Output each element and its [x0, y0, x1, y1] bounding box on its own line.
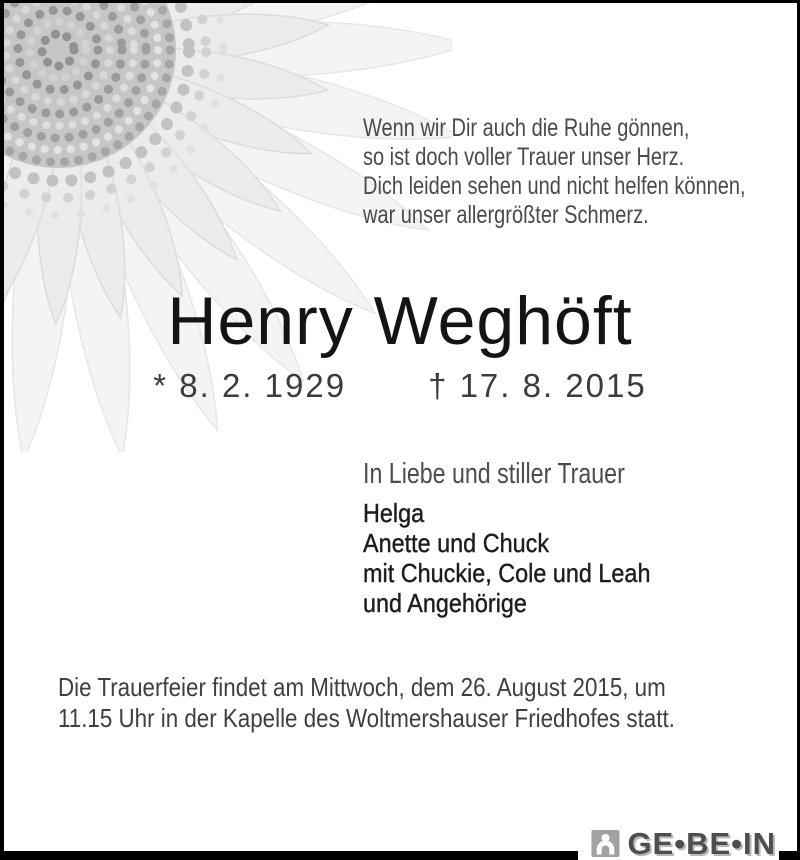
- mourner-line: mit Chuckie, Cole und Leah: [363, 558, 651, 588]
- bottom-bar-left: [0, 851, 578, 860]
- poem-line: Dich leiden sehen und nicht helfen können,: [363, 172, 746, 200]
- condolence-intro: In Liebe und stiller Trauer: [363, 458, 625, 490]
- poem-line: war unser allergrößter Schmerz.: [363, 201, 649, 229]
- funeral-info: [58, 672, 675, 734]
- mourner-line: Anette und Chuck: [363, 528, 550, 558]
- memorial-poem: [363, 114, 746, 230]
- left-border: [0, 0, 4, 860]
- funeral-home-logo: [591, 826, 776, 860]
- death-date: † 17. 8. 2015: [428, 367, 647, 404]
- top-border: [0, 0, 800, 3]
- poem-line: Wenn wir Dir auch die Ruhe gönnen,: [363, 114, 690, 142]
- gebein-figure-icon: [591, 829, 620, 858]
- funeral-line: Die Trauerfeier findet am Mittwoch, dem 26. August 2015, um: [58, 672, 666, 702]
- life-dates: [0, 367, 800, 405]
- bottom-bar-right: [779, 851, 800, 860]
- birth-date: * 8. 2. 1929: [153, 367, 347, 404]
- funeral-line: 11.15 Uhr in der Kapelle des Woltmershauser Friedhofes statt.: [58, 703, 675, 733]
- deceased-name: Henry Weghöft: [167, 283, 633, 359]
- mourner-line: und Angehörige: [363, 588, 527, 618]
- mourners-list: [363, 498, 650, 618]
- brand-name: GE•BE•IN: [627, 826, 776, 860]
- mourner-line: Helga: [363, 498, 425, 528]
- poem-line: so ist doch voller Trauer unser Herz.: [363, 143, 685, 171]
